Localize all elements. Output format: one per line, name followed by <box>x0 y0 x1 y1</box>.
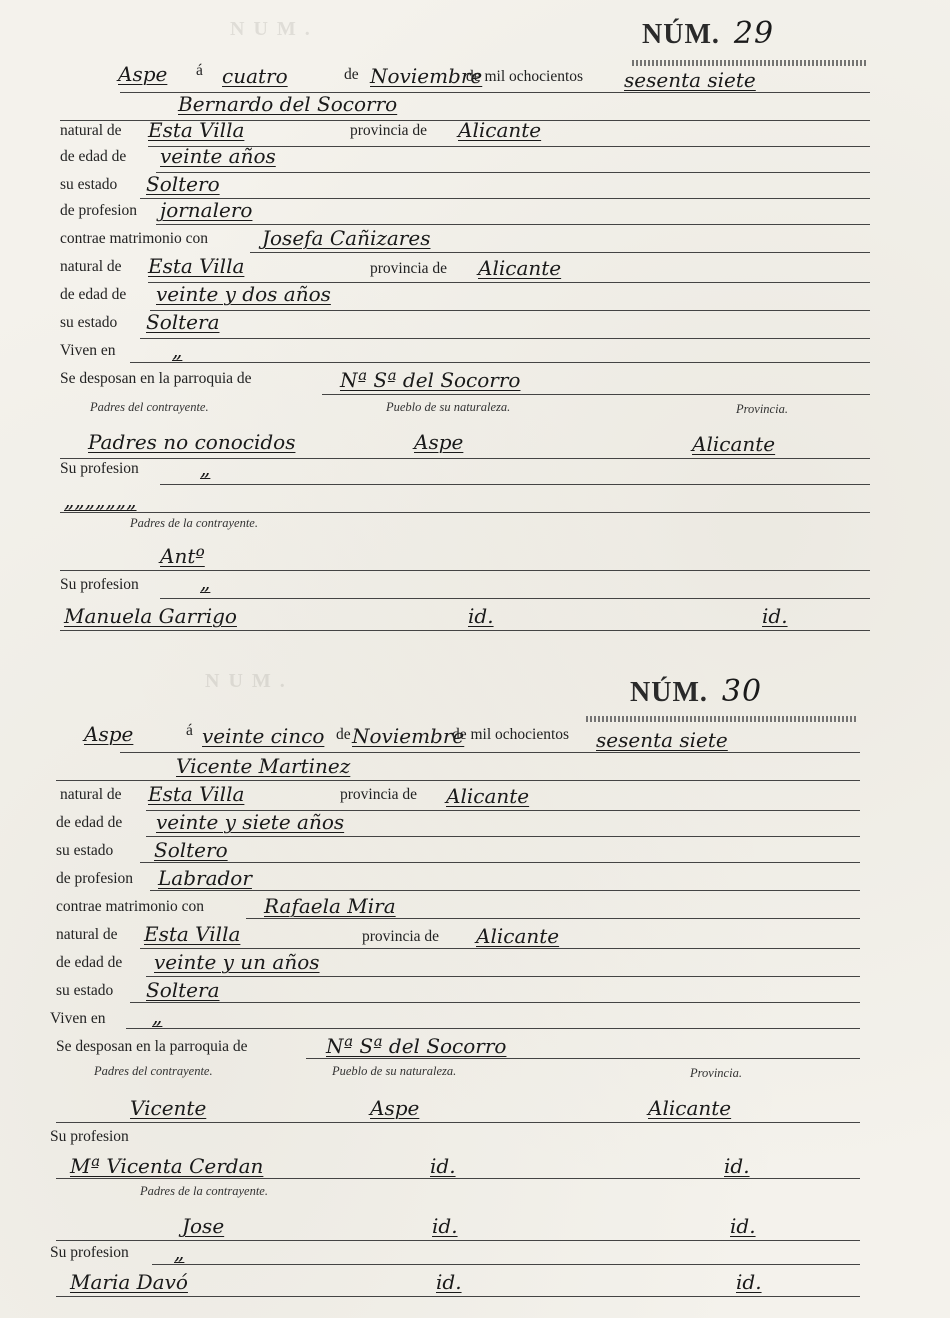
rule <box>156 172 870 173</box>
natural-de-label: natural de <box>60 258 122 275</box>
de-label: de <box>336 726 351 743</box>
groom-father-handwritten: Vicente <box>130 1096 207 1120</box>
rule <box>156 224 870 225</box>
rule <box>126 1028 860 1029</box>
rule <box>146 976 860 977</box>
viven-handwritten: „ <box>172 338 183 362</box>
parroquia-handwritten: Nª Sª del Socorro <box>326 1034 507 1058</box>
pueblo-label: Pueblo de su naturaleza. <box>332 1064 457 1078</box>
edad-label: de edad de <box>56 954 123 971</box>
bride-name-handwritten: Rafaela Mira <box>264 894 396 918</box>
rule <box>56 1178 860 1179</box>
groom-edad-handwritten: veinte años <box>160 144 276 168</box>
rule <box>246 918 860 919</box>
de-label: de <box>344 66 359 83</box>
rule <box>120 752 860 753</box>
groom-mother-provincia-handwritten: id. <box>724 1154 750 1178</box>
month-handwritten: Noviembre <box>370 64 483 88</box>
padres-contrayente-label: Padres del contrayente. <box>90 400 209 414</box>
groom-edad-handwritten: veinte y siete años <box>156 810 345 834</box>
rule <box>152 1264 860 1265</box>
groom-pueblo-handwritten: Aspe <box>370 1096 420 1120</box>
rule <box>130 1002 860 1003</box>
rule <box>146 836 860 837</box>
entry-number-label: NÚM. <box>642 19 720 50</box>
groom-name-handwritten: Vicente Martinez <box>176 754 351 778</box>
entry-number <box>630 674 762 709</box>
edad-label: de edad de <box>60 286 127 303</box>
edad-label: de edad de <box>60 148 127 165</box>
place-handwritten: Aspe <box>118 62 168 86</box>
groom-mother-pueblo-handwritten: id. <box>430 1154 456 1178</box>
year-handwritten: sesenta siete <box>624 68 756 92</box>
bride-father-handwritten: Antº <box>160 544 205 568</box>
padres-contrayente-f-label: Padres de la contrayente. <box>130 516 258 530</box>
rule <box>322 394 870 395</box>
groom-profesion-handwritten: Labrador <box>158 866 252 890</box>
pueblo-label: Pueblo de su naturaleza. <box>386 400 511 414</box>
provincia-de-label: provincia de <box>370 260 448 277</box>
profesion-label: de profesion <box>56 870 134 887</box>
entry-number-value: 30 <box>721 674 763 709</box>
bleed-through-mark: N U M . <box>230 18 312 40</box>
groom-pueblo-handwritten: Aspe <box>414 430 464 454</box>
groom-provincia-handwritten: Alicante <box>446 784 530 808</box>
rule <box>60 458 870 459</box>
rule <box>60 512 870 513</box>
month-handwritten: Noviembre <box>352 724 465 748</box>
provincia-de-label: provincia de <box>350 122 428 139</box>
viven-handwritten: „ <box>152 1004 163 1028</box>
parroquia-label: Se desposan en la parroquia de <box>56 1038 248 1055</box>
rule <box>250 252 870 253</box>
a-label: á <box>196 62 203 79</box>
provincia-column-label: Provincia. <box>736 402 788 416</box>
bride-father-prof-handwritten: „ <box>174 1240 185 1264</box>
natural-de-label: natural de <box>60 122 122 139</box>
estado-label: su estado <box>56 982 114 999</box>
estado-label: su estado <box>56 842 114 859</box>
rule <box>140 862 860 863</box>
viven-label: Viven en <box>50 1010 106 1027</box>
bride-natural-handwritten: Esta Villa <box>148 254 245 278</box>
day-handwritten: cuatro <box>222 64 288 88</box>
bride-mother-handwritten: Maria Davó <box>70 1270 188 1294</box>
groom-father-prof-handwritten: „ <box>200 456 211 480</box>
bride-mother-pueblo-handwritten: id. <box>436 1270 462 1294</box>
bride-provincia-handwritten: Alicante <box>476 924 560 948</box>
rule <box>160 484 870 485</box>
entry-number-label: NÚM. <box>630 677 708 708</box>
bride-father-handwritten: Jose <box>182 1214 225 1238</box>
place-handwritten: Aspe <box>84 722 134 746</box>
bride-father-prof-handwritten: „ <box>200 570 211 594</box>
rule <box>140 948 860 949</box>
bride-name-handwritten: Josefa Cañizares <box>262 226 431 250</box>
groom-estado-handwritten: Soltero <box>154 838 228 862</box>
year-handwritten: sesenta siete <box>596 728 728 752</box>
su-profesion-label: Su profesion <box>60 460 139 477</box>
viven-label: Viven en <box>60 342 116 359</box>
rule <box>150 890 860 891</box>
bride-estado-handwritten: Soltera <box>146 310 220 334</box>
entry-number <box>642 16 774 51</box>
wavy-rule <box>586 716 856 722</box>
parroquia-label: Se desposan en la parroquia de <box>60 370 252 387</box>
bride-mother-pueblo-handwritten: id. <box>468 604 494 628</box>
bleed-through-mark: N U M . <box>205 670 287 692</box>
rule <box>160 598 870 599</box>
groom-profesion-handwritten: jornalero <box>160 198 253 222</box>
bride-provincia-handwritten: Alicante <box>478 256 562 280</box>
groom-mother-handwritten: Mª Vicenta Cerdan <box>70 1154 264 1178</box>
su-profesion-label: Su profesion <box>50 1244 129 1261</box>
bride-estado-handwritten: Soltera <box>146 978 220 1002</box>
groom-provincia-handwritten: Alicante <box>458 118 542 142</box>
natural-de-label: natural de <box>56 926 118 943</box>
groom-mother-handwritten: „„„„„„„ <box>64 488 137 512</box>
estado-label: su estado <box>60 314 118 331</box>
padres-contrayente-f-label: Padres de la contrayente. <box>140 1184 268 1198</box>
parroquia-handwritten: Nª Sª del Socorro <box>340 368 521 392</box>
bride-mother-provincia-handwritten: id. <box>762 604 788 628</box>
bride-father-pueblo-handwritten: id. <box>432 1214 458 1238</box>
profesion-label: de profesion <box>60 202 138 219</box>
bride-mother-handwritten: Manuela Garrigo <box>64 604 237 628</box>
groom-parents-provincia-handwritten: Alicante <box>648 1096 732 1120</box>
groom-natural-handwritten: Esta Villa <box>148 118 245 142</box>
provincia-de-label: provincia de <box>362 928 440 945</box>
su-profesion-label: Su profesion <box>60 576 139 593</box>
provincia-column-label: Provincia. <box>690 1066 742 1080</box>
mil-ochocientos-label: de mil ochocientos <box>466 68 584 85</box>
wavy-rule <box>632 60 867 66</box>
entry-number-value: 29 <box>733 16 775 51</box>
rule <box>150 310 870 311</box>
contrae-label: contrae matrimonio con <box>56 898 205 915</box>
day-handwritten: veinte cinco <box>202 724 325 748</box>
su-profesion-label: Su profesion <box>50 1128 129 1145</box>
bride-natural-handwritten: Esta Villa <box>144 922 241 946</box>
bride-edad-handwritten: veinte y un años <box>154 950 320 974</box>
bride-edad-handwritten: veinte y dos años <box>156 282 331 306</box>
groom-estado-handwritten: Soltero <box>146 172 220 196</box>
contrae-label: contrae matrimonio con <box>60 230 209 247</box>
bride-mother-provincia-handwritten: id. <box>736 1270 762 1294</box>
edad-label: de edad de <box>56 814 123 831</box>
groom-father-handwritten: Padres no conocidos <box>88 430 296 454</box>
rule <box>140 338 870 339</box>
groom-parents-provincia-handwritten: Alicante <box>692 432 776 456</box>
rule <box>60 630 870 631</box>
groom-natural-handwritten: Esta Villa <box>148 782 245 806</box>
rule <box>56 1122 860 1123</box>
rule <box>56 1296 860 1297</box>
estado-label: su estado <box>60 176 118 193</box>
groom-name-handwritten: Bernardo del Socorro <box>178 92 398 116</box>
rule <box>130 362 870 363</box>
bride-father-provincia-handwritten: id. <box>730 1214 756 1238</box>
natural-de-label: natural de <box>60 786 122 803</box>
rule <box>56 780 860 781</box>
provincia-de-label: provincia de <box>340 786 418 803</box>
padres-contrayente-label: Padres del contrayente. <box>94 1064 213 1078</box>
rule <box>60 570 870 571</box>
mil-ochocientos-label: de mil ochocientos <box>452 726 570 743</box>
a-label: á <box>186 722 193 739</box>
rule <box>306 1058 860 1059</box>
